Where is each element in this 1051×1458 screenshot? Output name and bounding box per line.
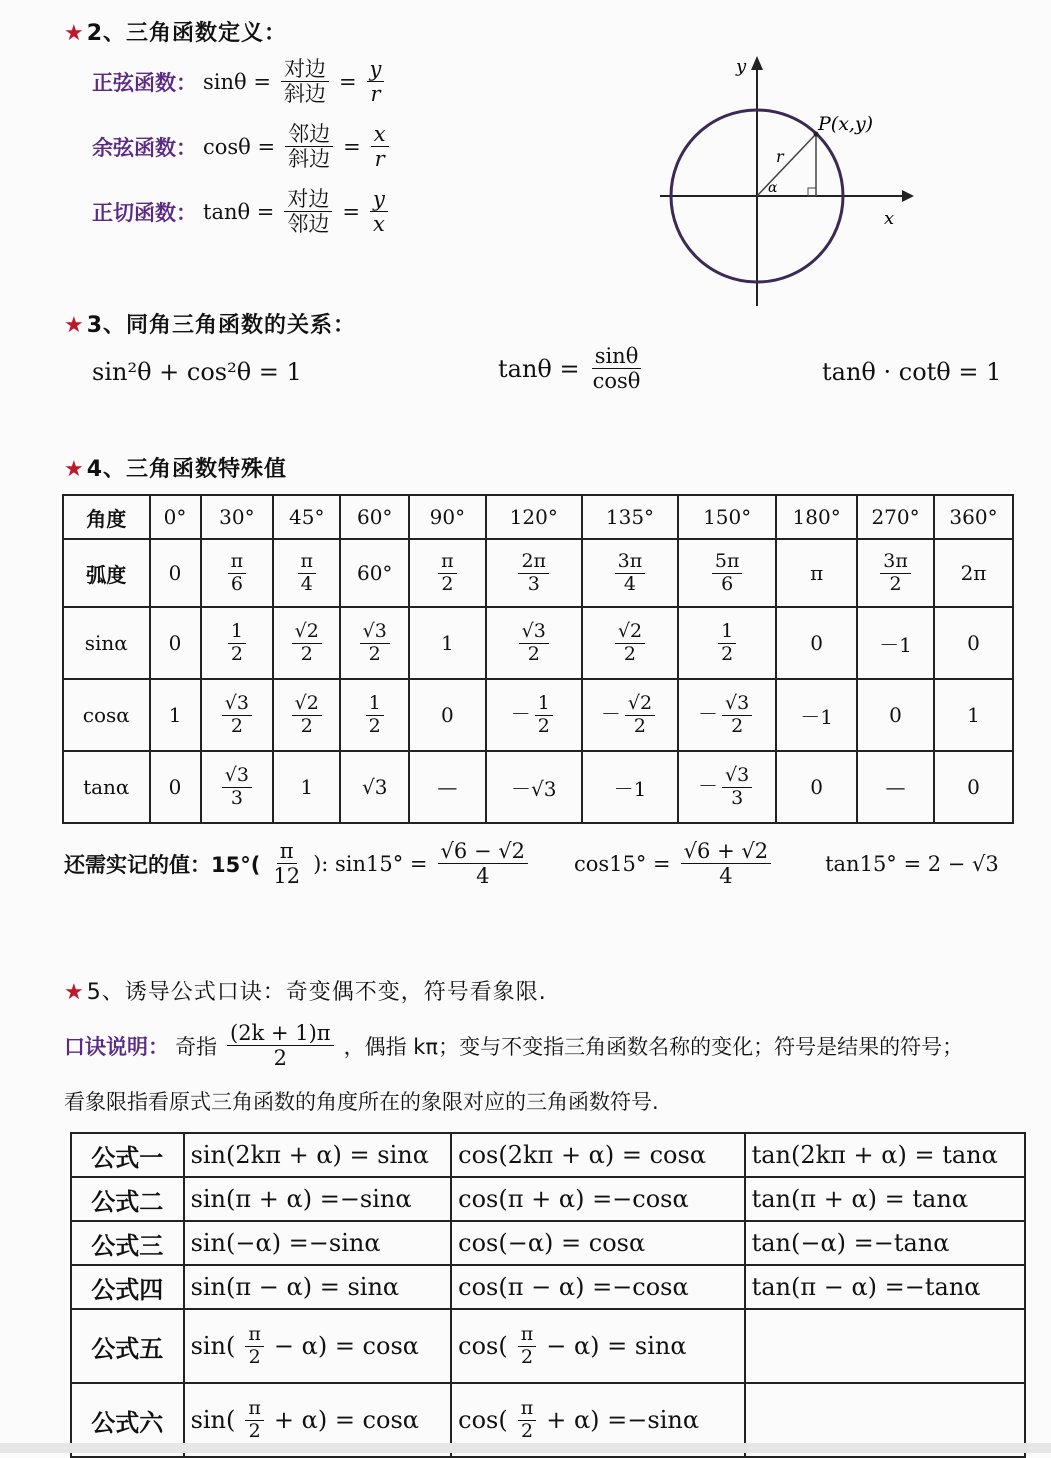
fraction-denominator: 2 bbox=[300, 642, 313, 665]
cell-fraction bbox=[722, 691, 752, 737]
table-cell bbox=[273, 607, 340, 679]
fraction-denominator: 2 bbox=[623, 642, 636, 665]
pi-half-fraction bbox=[518, 1322, 537, 1368]
odd-multiple-fraction bbox=[227, 1022, 334, 1069]
fraction-numerator: √6 + √2 bbox=[681, 840, 771, 864]
formula-sin-cell bbox=[184, 1309, 452, 1383]
table-cell bbox=[486, 679, 582, 751]
fraction-denominator: 4 bbox=[623, 572, 636, 595]
cell-value: 0 bbox=[168, 631, 182, 655]
table-cell bbox=[678, 539, 776, 607]
table-cell bbox=[340, 751, 409, 823]
unit-circle-diagram bbox=[640, 50, 930, 315]
pi-half-fraction bbox=[245, 1322, 264, 1368]
fraction-numerator: √3 bbox=[360, 622, 390, 644]
definition-label: 正弦函数： bbox=[92, 70, 197, 95]
table-cell bbox=[486, 539, 582, 607]
fraction-numerator: π bbox=[245, 1325, 264, 1347]
cell-fraction bbox=[292, 619, 322, 665]
fraction-denominator: 3 bbox=[731, 786, 744, 809]
ratio-symbol-fraction bbox=[370, 188, 388, 235]
fraction-denominator: 2 bbox=[230, 642, 243, 665]
cell-fraction bbox=[438, 549, 457, 595]
row-label-cos: cosα bbox=[63, 679, 150, 751]
fraction-denominator: 6 bbox=[230, 572, 243, 595]
fraction-numerator: π bbox=[298, 552, 317, 574]
fraction-denominator: cosθ bbox=[592, 369, 641, 394]
table-cell bbox=[857, 751, 934, 823]
fraction-denominator: 2 bbox=[633, 714, 646, 737]
cell-fraction bbox=[625, 691, 655, 737]
fraction-denominator: 2 bbox=[520, 1419, 534, 1442]
definition-function: tanθ = bbox=[203, 199, 275, 224]
table-header-cell: 0° bbox=[150, 495, 201, 539]
fraction-numerator: 1 bbox=[366, 694, 384, 716]
equals-sign: = bbox=[342, 199, 361, 224]
fraction-numerator: π bbox=[245, 1399, 264, 1421]
radius-label: r bbox=[776, 147, 784, 166]
table-cell bbox=[150, 679, 201, 751]
relation-pythagorean: sin²θ + cos²θ = 1 bbox=[92, 358, 302, 386]
fraction-numerator: π bbox=[518, 1325, 537, 1347]
row-label-sin: sinα bbox=[63, 607, 150, 679]
mnemonic-explanation bbox=[64, 1022, 963, 1069]
cell-value: 1 bbox=[168, 703, 182, 727]
formula-name: 公式四 bbox=[71, 1265, 184, 1309]
cell-fraction bbox=[222, 763, 252, 809]
formula-tan-cell: tan(2kπ + α) = tanα bbox=[745, 1133, 1025, 1177]
table-cell bbox=[934, 679, 1013, 751]
cell-fraction bbox=[518, 549, 549, 595]
fraction-numerator: 3π bbox=[615, 552, 646, 574]
remember-prefix: 还需实记的值：15°( bbox=[64, 852, 261, 877]
cell-fraction bbox=[366, 691, 384, 737]
cell-fraction bbox=[615, 549, 646, 595]
reduction-formulas-table bbox=[70, 1132, 1026, 1458]
cell-fraction bbox=[228, 619, 246, 665]
formula-name: 公式六 bbox=[71, 1383, 184, 1457]
table-header-cell: 360° bbox=[934, 495, 1013, 539]
horizontal-scrollbar[interactable] bbox=[0, 1443, 1051, 1453]
table-header-cell: 180° bbox=[776, 495, 857, 539]
pi-half-fraction bbox=[518, 1396, 537, 1442]
formula-cos-cell: cos(π − α) =−cosα bbox=[451, 1265, 744, 1309]
formula-sin-cell: sin(π − α) = sinα bbox=[184, 1265, 452, 1309]
fraction-numerator: sinθ bbox=[592, 345, 642, 369]
cell-sign: － bbox=[600, 701, 621, 726]
cell-fraction bbox=[722, 763, 752, 809]
table-row bbox=[63, 751, 1013, 823]
fraction-numerator: 对边 bbox=[281, 58, 329, 82]
cell-value: 60° bbox=[356, 561, 393, 585]
x-axis-label: x bbox=[884, 208, 895, 229]
ratio-symbol-fraction bbox=[371, 123, 389, 170]
fraction-numerator: (2k + 1)π bbox=[227, 1022, 334, 1046]
table-header-cell: 30° bbox=[201, 495, 274, 539]
fraction-denominator: 2 bbox=[248, 1345, 261, 1368]
definition-row bbox=[92, 188, 393, 235]
formula-empty-cell bbox=[745, 1309, 1025, 1383]
fraction-numerator: √2 bbox=[615, 622, 645, 644]
cell-value: －√3 bbox=[511, 776, 557, 801]
fraction-denominator: 2 bbox=[368, 714, 381, 737]
table-header-cell: 120° bbox=[486, 495, 582, 539]
table-row bbox=[63, 539, 1013, 607]
star-icon: ★ bbox=[64, 313, 85, 338]
formula-sin-cell: sin(π + α) =−sinα bbox=[184, 1177, 452, 1221]
equals-sign: = bbox=[343, 134, 361, 159]
formula-row bbox=[71, 1265, 1025, 1309]
pi-half-fraction bbox=[245, 1396, 264, 1442]
fraction-numerator: √2 bbox=[292, 694, 322, 716]
table-header-cell: 150° bbox=[678, 495, 776, 539]
fraction-denominator: 2 bbox=[441, 572, 454, 595]
cell-fraction bbox=[880, 549, 911, 595]
cell-fraction bbox=[360, 619, 390, 665]
table-cell bbox=[582, 539, 678, 607]
table-header-cell: 270° bbox=[857, 495, 934, 539]
cell-value: 0 bbox=[967, 775, 980, 799]
section-5-heading: ★5、诱导公式口诀：奇变偶不变，符号看象限. bbox=[64, 980, 547, 1005]
formula-cos-cell: cos(π + α) =−cosα bbox=[451, 1177, 744, 1221]
cell-value: 1 bbox=[967, 703, 980, 727]
relation-tan-fraction bbox=[590, 345, 644, 392]
fraction-numerator: √2 bbox=[292, 622, 322, 644]
fraction-numerator: 邻边 bbox=[285, 123, 333, 147]
table-cell bbox=[409, 539, 486, 607]
fraction-numerator: 1 bbox=[535, 694, 553, 716]
fraction-denominator: 2 bbox=[248, 1419, 261, 1442]
fraction-denominator: 2 bbox=[537, 714, 550, 737]
table-cell bbox=[857, 679, 934, 751]
table-cell bbox=[776, 751, 857, 823]
table-cell bbox=[340, 607, 409, 679]
cell-value: 1 bbox=[441, 631, 454, 655]
formula-row bbox=[71, 1177, 1025, 1221]
fraction-denominator: 3 bbox=[230, 786, 243, 809]
fraction-numerator: π bbox=[438, 552, 457, 574]
fraction-denominator: x bbox=[373, 212, 385, 237]
relation-tan-cot: tanθ · cotθ = 1 bbox=[822, 358, 1002, 386]
definition-function: sinθ = bbox=[203, 69, 271, 94]
table-cell bbox=[201, 751, 274, 823]
cell-value: — bbox=[885, 775, 906, 799]
relation-tan-ratio bbox=[498, 345, 647, 392]
cell-value: 2π bbox=[960, 561, 987, 585]
cell-fraction bbox=[228, 549, 247, 595]
cell-value: 1 bbox=[300, 775, 314, 799]
equals-sign: = bbox=[338, 69, 357, 94]
fraction-numerator: 5π bbox=[712, 552, 743, 574]
fraction-numerator: y bbox=[367, 58, 385, 82]
formula-expression bbox=[190, 1322, 419, 1368]
cell-value: 0 bbox=[168, 775, 182, 799]
formula-name: 公式一 bbox=[71, 1133, 184, 1177]
fraction-denominator: 2 bbox=[721, 642, 734, 665]
table-cell bbox=[273, 751, 340, 823]
fraction-denominator: 2 bbox=[731, 714, 744, 737]
table-cell bbox=[201, 679, 274, 751]
cell-value: √3 bbox=[361, 775, 388, 799]
cos15-label: cos15° = bbox=[573, 851, 671, 876]
cell-fraction bbox=[298, 549, 317, 595]
fraction-numerator: π bbox=[277, 840, 297, 864]
fraction-denominator: 斜边 bbox=[283, 82, 326, 107]
formula-name: 公式五 bbox=[71, 1309, 184, 1383]
formula-row bbox=[71, 1221, 1025, 1265]
table-cell bbox=[150, 751, 201, 823]
table-cell bbox=[273, 539, 340, 607]
fraction-denominator: 2 bbox=[368, 642, 381, 665]
cell-value: — bbox=[437, 775, 458, 799]
formula-suffix: − α) = sinα bbox=[546, 1332, 687, 1360]
cell-fraction bbox=[615, 619, 645, 665]
radius-line bbox=[757, 134, 816, 196]
cell-fraction bbox=[222, 691, 252, 737]
formula-prefix: cos( bbox=[458, 1406, 508, 1434]
fraction-numerator: 3π bbox=[880, 552, 911, 574]
x-axis-arrow-icon bbox=[902, 190, 914, 202]
fraction-denominator: 2 bbox=[300, 714, 313, 737]
fraction-numerator: x bbox=[371, 123, 389, 147]
fraction-denominator: 4 bbox=[300, 572, 313, 595]
table-cell bbox=[486, 751, 582, 823]
fraction-numerator: √2 bbox=[625, 694, 655, 716]
table-cell bbox=[150, 539, 201, 607]
section-3-heading: ★3、同角三角函数的关系： bbox=[64, 313, 357, 338]
table-cell bbox=[582, 751, 678, 823]
fraction-denominator: 2 bbox=[527, 642, 540, 665]
star-icon: ★ bbox=[64, 21, 85, 46]
star-icon: ★ bbox=[64, 980, 85, 1005]
formula-prefix: sin( bbox=[190, 1406, 236, 1434]
formula-sin-cell: sin(−α) =−sinα bbox=[184, 1221, 452, 1265]
table-header-cell: 45° bbox=[273, 495, 340, 539]
mnemonic-label: 口诀说明： bbox=[64, 1034, 169, 1059]
formula-name: 公式二 bbox=[71, 1177, 184, 1221]
table-cell bbox=[776, 607, 857, 679]
formula-cos-cell: cos(2kπ + α) = cosα bbox=[451, 1133, 744, 1177]
row-label-tan: tanα bbox=[63, 751, 150, 823]
cell-sign: － bbox=[698, 701, 719, 726]
pi-twelfth-fraction bbox=[270, 840, 303, 887]
table-cell bbox=[201, 607, 274, 679]
formula-tan-cell: tan(π + α) = tanα bbox=[745, 1177, 1025, 1221]
mnemonic-line-2: 看象限指看原式三角函数的角度所在的象限对应的三角函数符号. bbox=[64, 1090, 659, 1114]
fraction-numerator: √3 bbox=[722, 694, 752, 716]
fraction-denominator: 2 bbox=[273, 1046, 287, 1071]
cell-fraction bbox=[292, 691, 322, 737]
table-cell bbox=[678, 679, 776, 751]
definitions-list bbox=[92, 58, 393, 253]
formula-cos-cell: cos(−α) = cosα bbox=[451, 1221, 744, 1265]
table-header-cell: 135° bbox=[582, 495, 678, 539]
ratio-word-fraction bbox=[284, 188, 332, 235]
cell-value: －1 bbox=[800, 704, 833, 729]
table-cell bbox=[857, 539, 934, 607]
table-row bbox=[63, 607, 1013, 679]
cell-value: 0 bbox=[810, 775, 823, 799]
table-cell bbox=[486, 607, 582, 679]
table-cell bbox=[340, 539, 409, 607]
fraction-denominator: r bbox=[374, 147, 385, 172]
relation-tan-left: tanθ = bbox=[498, 354, 580, 383]
fraction-denominator: r bbox=[370, 82, 381, 107]
fraction-denominator: 6 bbox=[721, 572, 734, 595]
fraction-denominator: 4 bbox=[476, 864, 490, 889]
table-cell bbox=[678, 751, 776, 823]
fraction-numerator: √3 bbox=[722, 766, 752, 788]
fraction-numerator: y bbox=[370, 188, 388, 212]
y-axis-label: y bbox=[736, 56, 747, 77]
table-cell bbox=[934, 607, 1013, 679]
formula-name: 公式三 bbox=[71, 1221, 184, 1265]
fraction-denominator: 邻边 bbox=[287, 212, 330, 237]
remember-line bbox=[64, 840, 999, 887]
fraction-numerator: 对边 bbox=[284, 188, 332, 212]
formula-suffix: + α) =−sinα bbox=[546, 1406, 700, 1434]
cell-sign: － bbox=[510, 701, 531, 726]
fraction-numerator: √6 − √2 bbox=[438, 840, 528, 864]
mnemonic-text-1: 奇指 bbox=[175, 1034, 217, 1059]
definition-label: 余弦函数： bbox=[92, 135, 197, 160]
formula-row bbox=[71, 1309, 1025, 1383]
ratio-symbol-fraction bbox=[367, 58, 385, 105]
formula-expression bbox=[190, 1396, 419, 1442]
cell-sign: － bbox=[698, 773, 719, 798]
fraction-numerator: √3 bbox=[222, 694, 252, 716]
cell-fraction bbox=[535, 691, 553, 737]
mnemonic-text-2: ，偶指 kπ；变与不变指三角函数名称的变化；符号是结果的符号； bbox=[343, 1034, 964, 1059]
cell-fraction bbox=[718, 619, 736, 665]
cell-value: －1 bbox=[613, 776, 647, 801]
tan15-value: tan15° = 2 − √3 bbox=[825, 851, 999, 876]
formula-expression bbox=[458, 1322, 687, 1368]
row-label-rad: 弧度 bbox=[63, 539, 150, 607]
table-header-cell: 90° bbox=[409, 495, 486, 539]
table-cell bbox=[273, 679, 340, 751]
right-angle-mark bbox=[808, 188, 816, 196]
fraction-denominator: 斜边 bbox=[288, 147, 331, 172]
table-cell bbox=[340, 679, 409, 751]
cos15-fraction bbox=[681, 840, 771, 887]
fraction-denominator: 4 bbox=[719, 864, 733, 889]
table-cell bbox=[934, 539, 1013, 607]
section-4-heading: ★4、三角函数特殊值 bbox=[64, 457, 288, 482]
fraction-denominator: 3 bbox=[527, 572, 540, 595]
table-row bbox=[63, 679, 1013, 751]
fraction-numerator: √3 bbox=[519, 622, 549, 644]
formula-row bbox=[71, 1133, 1025, 1177]
cell-value: 0 bbox=[810, 631, 823, 655]
fraction-denominator: 12 bbox=[273, 864, 301, 889]
definition-label: 正切函数： bbox=[92, 200, 197, 225]
cell-value: 0 bbox=[967, 631, 980, 655]
point-label: P(x,y) bbox=[818, 113, 874, 135]
sin15-fraction bbox=[438, 840, 528, 887]
table-cell bbox=[582, 679, 678, 751]
fraction-numerator: 1 bbox=[718, 622, 736, 644]
special-values-table bbox=[62, 494, 1014, 824]
row-label-angle: 角度 bbox=[63, 495, 150, 539]
table-cell bbox=[409, 751, 486, 823]
formula-suffix: + α) = cosα bbox=[273, 1406, 419, 1434]
table-cell bbox=[409, 679, 486, 751]
table-cell bbox=[582, 607, 678, 679]
table-cell bbox=[857, 607, 934, 679]
fraction-numerator: π bbox=[228, 552, 247, 574]
formula-expression bbox=[458, 1396, 700, 1442]
formula-cos-cell bbox=[451, 1309, 744, 1383]
table-header-row bbox=[63, 495, 1013, 539]
table-cell bbox=[201, 539, 274, 607]
definition-function: cosθ = bbox=[203, 134, 276, 159]
cell-value: 0 bbox=[168, 561, 182, 585]
table-cell bbox=[776, 539, 857, 607]
cell-value: －1 bbox=[879, 632, 912, 657]
fraction-denominator: 2 bbox=[889, 572, 902, 595]
angle-label: α bbox=[768, 180, 778, 196]
table-cell bbox=[934, 751, 1013, 823]
fraction-denominator: 2 bbox=[230, 714, 243, 737]
cell-fraction bbox=[519, 619, 549, 665]
cell-value: π bbox=[810, 561, 824, 585]
formula-sin-cell: sin(2kπ + α) = sinα bbox=[184, 1133, 452, 1177]
definition-row bbox=[92, 58, 393, 105]
cell-value: 0 bbox=[889, 703, 902, 727]
fraction-numerator: 2π bbox=[518, 552, 549, 574]
formula-prefix: cos( bbox=[458, 1332, 508, 1360]
formula-tan-cell: tan(π − α) =−tanα bbox=[745, 1265, 1025, 1309]
fraction-denominator: 2 bbox=[520, 1345, 534, 1368]
cell-fraction bbox=[712, 549, 743, 595]
formula-prefix: sin( bbox=[190, 1332, 236, 1360]
formula-tan-cell: tan(−α) =−tanα bbox=[745, 1221, 1025, 1265]
fraction-numerator: 1 bbox=[228, 622, 246, 644]
ratio-word-fraction bbox=[281, 58, 329, 105]
fraction-numerator: π bbox=[518, 1399, 537, 1421]
star-icon: ★ bbox=[64, 457, 85, 482]
table-cell bbox=[409, 607, 486, 679]
formula-suffix: − α) = cosα bbox=[273, 1332, 419, 1360]
ratio-word-fraction bbox=[285, 123, 333, 170]
table-cell bbox=[678, 607, 776, 679]
table-header-cell: 60° bbox=[340, 495, 409, 539]
table-cell bbox=[776, 679, 857, 751]
y-axis-arrow-icon bbox=[751, 56, 763, 70]
cell-value: 0 bbox=[441, 703, 454, 727]
fraction-numerator: √3 bbox=[222, 766, 252, 788]
sin15-label: ): sin15° = bbox=[313, 851, 428, 876]
section-2-heading: ★2、三角函数定义： bbox=[64, 21, 288, 46]
definition-row bbox=[92, 123, 393, 170]
table-cell bbox=[150, 607, 201, 679]
